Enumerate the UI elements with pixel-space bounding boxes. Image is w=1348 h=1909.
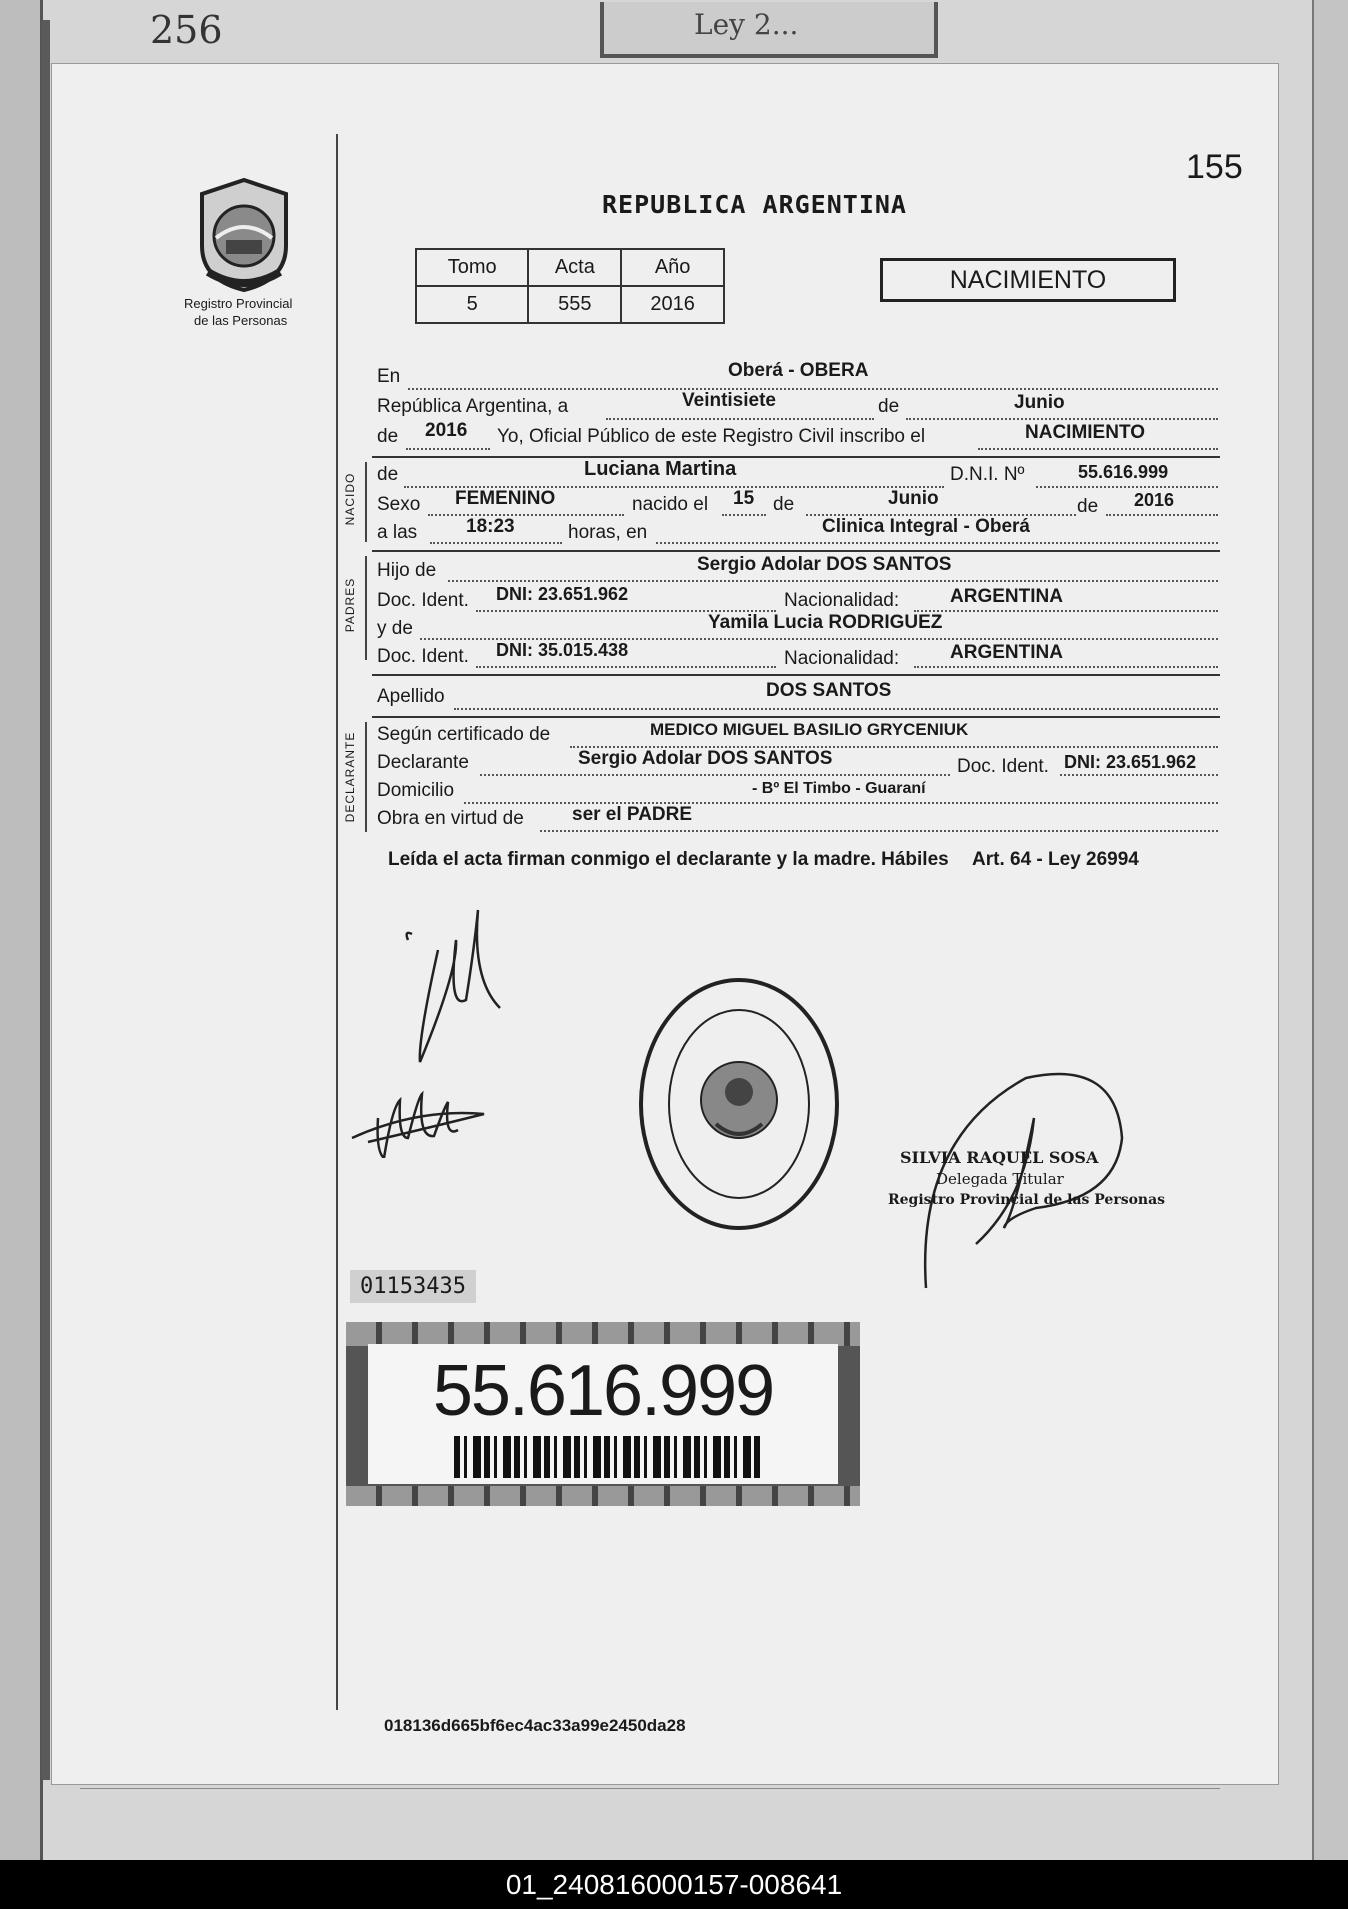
signature-mother [398, 890, 518, 1070]
law-stamp-text: Ley 2... [694, 8, 799, 41]
closing-text [388, 848, 1208, 872]
acts-as-value: ser el PADRE [572, 804, 693, 825]
law-stamp [600, 2, 938, 58]
declarant-doc-dots [1060, 774, 1218, 776]
birth-day: 15 [733, 488, 755, 509]
padres-bracket [365, 556, 367, 660]
hours-label: horas, en [568, 522, 648, 543]
seal-text-inner [660, 1240, 661, 1241]
mother-name: Yamila Lucia RODRIGUEZ [708, 612, 943, 633]
surname-dots [454, 708, 1218, 710]
seal-text-outer [646, 1000, 647, 1001]
page-number: 155 [1186, 148, 1243, 186]
republic-label: República Argentina, a [377, 396, 569, 417]
signature-declarant [348, 1078, 490, 1158]
sticker-barcode [454, 1436, 762, 1478]
en-label: En [377, 366, 401, 387]
official-role: Delegada Titular [936, 1170, 1064, 1188]
birth-place-dots [656, 542, 1218, 544]
id-sticker [346, 1322, 860, 1506]
footer-id-bar [0, 1860, 1348, 1909]
nacido-separator [372, 550, 1220, 552]
sticker-number: 55.616.999 [432, 1351, 774, 1431]
sticker-label [368, 1344, 838, 1484]
de-label-intro: de [878, 396, 900, 417]
official-org: Registro Provincial de las Personas [888, 1192, 1166, 1208]
record-table [415, 248, 725, 324]
day-dots [606, 418, 874, 420]
cert-label: Según certificado de [377, 724, 551, 745]
mother-nationality-label: Nacionalidad: [784, 648, 900, 669]
intro-separator [372, 456, 1220, 458]
father-dots [448, 580, 1218, 582]
child-of-label: Hijo de [377, 560, 437, 581]
nacido-de-label: de [377, 464, 399, 485]
surname-value: DOS SANTOS [766, 680, 892, 701]
official-name: SILVIA RAQUEL SOSA [900, 1148, 1099, 1167]
month-dots [906, 418, 1218, 420]
and-label: y de [377, 618, 413, 639]
apellido-separator [372, 716, 1220, 718]
declarante-label: DECLARANTE [343, 731, 357, 823]
mother-doc-label: Doc. Ident. [377, 646, 469, 667]
sex-dots [428, 514, 624, 516]
book-left-edge [0, 0, 43, 1860]
birth-place: Clinica Integral - Oberá [822, 516, 1030, 537]
padres-label: PADRES [343, 577, 357, 633]
mother-nationality-dots [914, 666, 1218, 668]
year-dots [406, 448, 490, 450]
underlay-page-number: 256 [150, 8, 223, 52]
mother-nationality: ARGENTINA [950, 642, 1063, 663]
act-type-box: NACIMIENTO [880, 258, 1176, 302]
month-value: Junio [1014, 392, 1065, 413]
child-name: Luciana Martina [584, 458, 737, 480]
time-dots [430, 542, 562, 544]
logo-caption-1: Registro Provincial [184, 296, 293, 311]
de-label-year: de [377, 426, 399, 447]
address-label: Domicilio [377, 780, 455, 801]
statement-text: Yo, Oficial Público de este Registro Civil inscribo el [497, 426, 926, 447]
tomo-value: 5 [416, 286, 528, 323]
sticker-pattern-bottom [346, 1486, 860, 1506]
book-spine [42, 20, 50, 1780]
ano-header: Año [621, 249, 724, 286]
country-title: REPUBLICA ARGENTINA [602, 190, 907, 219]
document-hash: 018136d665bf6ec4ac33a99e2450da28 [384, 1716, 686, 1735]
margin-line [336, 134, 338, 1710]
closing-law: Art. 64 - Ley 26994 [972, 849, 1139, 870]
father-doc: DNI: 23.651.962 [496, 584, 629, 604]
nacido-label: NACIDO [343, 472, 357, 526]
ano-value: 2016 [621, 286, 724, 323]
nacido-bracket [365, 462, 367, 542]
birth-year: 2016 [1134, 490, 1175, 510]
mother-doc-dots [476, 666, 776, 668]
padres-separator [372, 674, 1220, 676]
father-doc-label: Doc. Ident. [377, 590, 469, 611]
footer-id: 01_240816000157-008641 [505, 1869, 843, 1900]
birth-year-dots [1106, 514, 1218, 516]
declarante-bracket [365, 722, 367, 832]
father-nationality: ARGENTINA [950, 586, 1063, 607]
father-nationality-dots [914, 610, 1218, 612]
mother-doc: DNI: 35.015.438 [496, 640, 629, 660]
child-dni: 55.616.999 [1078, 462, 1169, 482]
serial-number: 01153435 [350, 1270, 476, 1303]
father-nationality-label: Nacionalidad: [784, 590, 900, 611]
acta-value: 555 [528, 286, 621, 323]
birth-day-dots [722, 514, 766, 516]
declarant-label: Declarante [377, 752, 469, 773]
birth-month: Junio [888, 488, 939, 509]
day-words: Veintisiete [682, 390, 776, 411]
certificate-value: MEDICO MIGUEL BASILIO GRYCENIUK [650, 720, 969, 739]
birth-time: 18:23 [466, 516, 515, 537]
dni-label: D.N.I. Nº [950, 464, 1025, 485]
bottom-page-edge [80, 1788, 1220, 1789]
sex-value: FEMENINO [455, 488, 556, 509]
year-value: 2016 [425, 420, 468, 441]
at-label: a las [377, 522, 418, 543]
closing-statement: Leída el acta firman conmigo el declarante y la madre. Hábiles [388, 849, 949, 870]
declarant-doc: DNI: 23.651.962 [1064, 752, 1197, 772]
book-right-edge [1312, 0, 1348, 1860]
declarant-doc-label: Doc. Ident. [957, 756, 1049, 777]
sticker-pattern [346, 1322, 860, 1346]
tomo-header: Tomo [416, 249, 528, 286]
official-seal [636, 974, 842, 1234]
province-logo [196, 176, 292, 294]
acta-header: Acta [528, 249, 621, 286]
birth-de-label-2: de [1077, 496, 1099, 517]
dni-dots [1036, 486, 1218, 488]
sex-label: Sexo [377, 494, 421, 515]
act-dots [978, 448, 1218, 450]
logo-caption-2: de las Personas [194, 313, 288, 328]
place-value: Oberá - OBERA [728, 360, 869, 381]
declarant-dots [480, 774, 950, 776]
declarant-name: Sergio Adolar DOS SANTOS [578, 748, 833, 769]
born-label: nacido el [632, 494, 709, 515]
surname-label: Apellido [377, 686, 445, 707]
acts-as-label: Obra en virtud de [377, 808, 524, 829]
father-name: Sergio Adolar DOS SANTOS [697, 554, 952, 575]
place-dots [408, 388, 1218, 390]
act-type-inline: NACIMIENTO [1025, 422, 1145, 443]
address-value: - Bº El Timbo - Guaraní [752, 780, 926, 797]
birth-de-label: de [773, 494, 795, 515]
acts-as-dots [540, 830, 1218, 832]
